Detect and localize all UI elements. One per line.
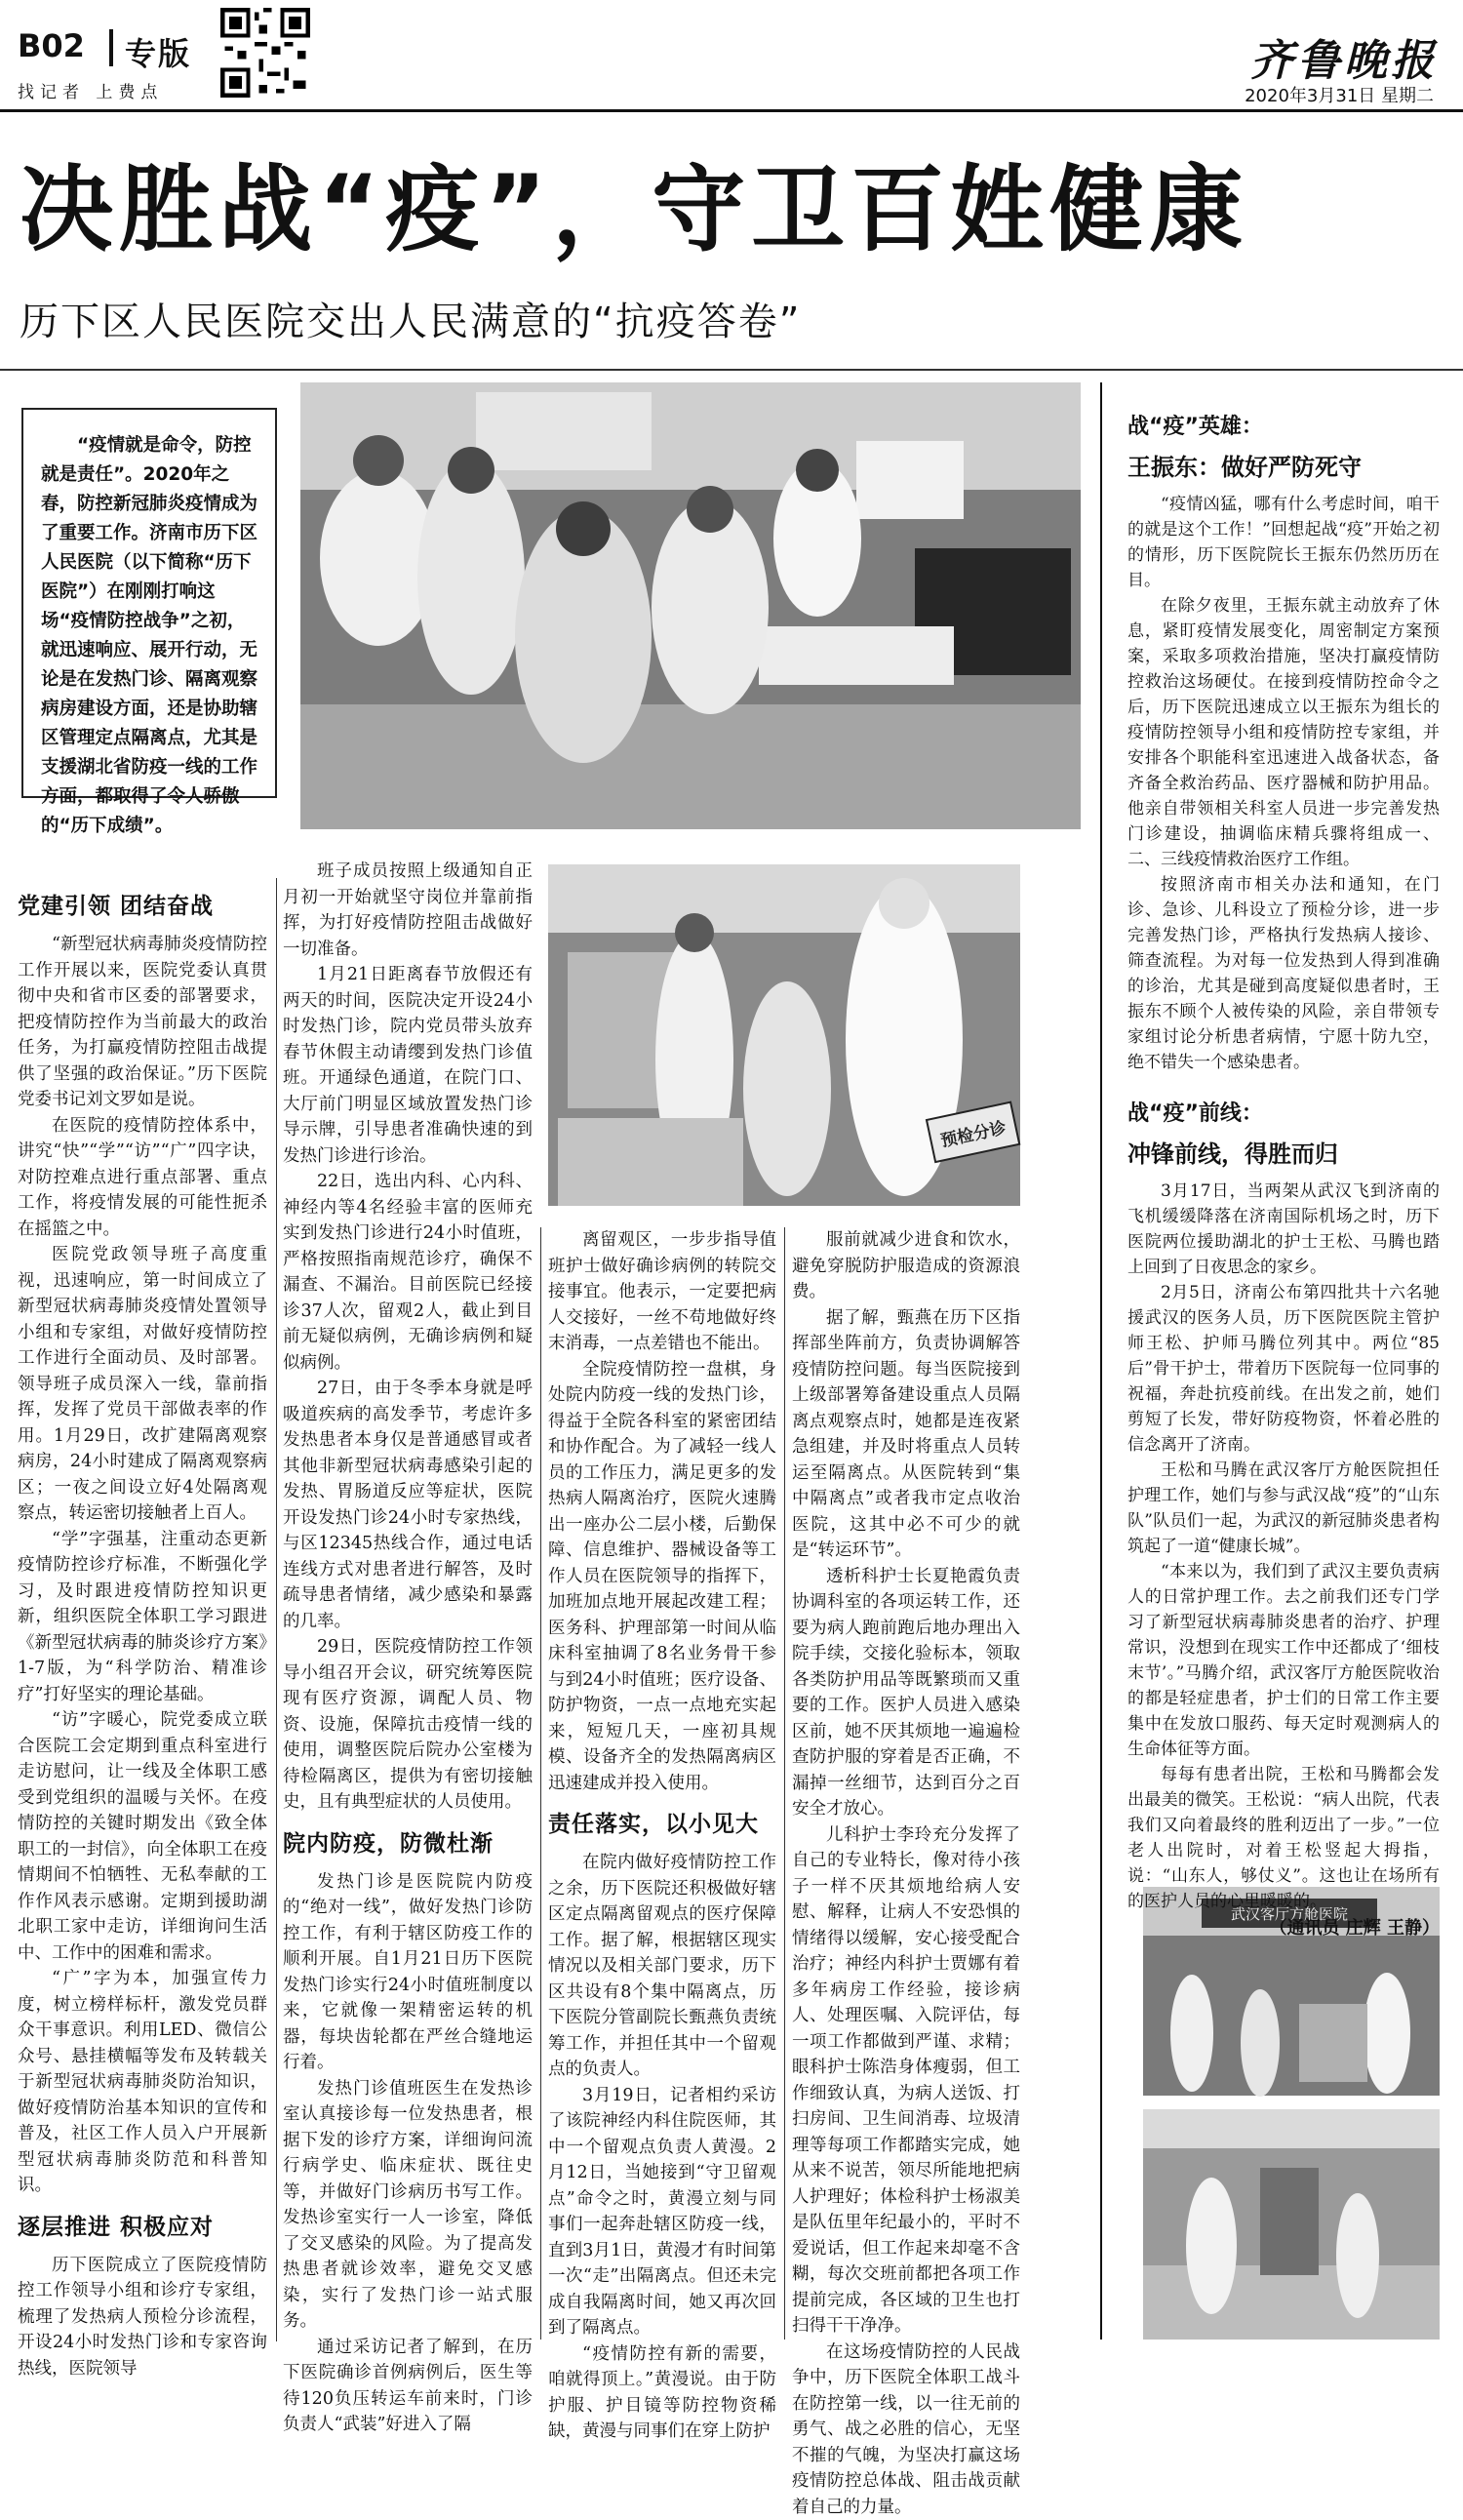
photo-protective-suits bbox=[548, 864, 1020, 1206]
paragraph: “新型冠状病毒肺炎疫情防控工作开展以来，医院党委认真贯彻中央和省市区委的部署要求，把疫情防控作为当前最大的政治任务，为打赢疫情防控阻击战提供了坚强的政治保证。”历下医院党委书记刘文罗如是说。 bbox=[18, 932, 267, 1113]
paragraph: “本来以为，我们到了武汉主要负责病人的日常护理工作。去之前我们还专门学习了新型冠状病毒肺炎患者的治疗、护理常识，没想到在现实工作中还都成了‘细枝末节’。”马腾介绍，武汉客厅方舱医院收治的都是轻症患者，护士们的日常工作主要集中在发放口服药、每天定时观测病人的生命体征等方面。 bbox=[1127, 1559, 1440, 1762]
article-column-4 bbox=[792, 1227, 1020, 2340]
section-heading: 逐层推进 积极应对 bbox=[18, 2209, 267, 2241]
paragraph: 22日，选出内科、心内科、神经内等4名经验丰富的医师充实到发热门诊进行24小时值班，严格按照指南规范诊疗，确保不漏查、不漏治。目前医院已经接诊37人次，留观2人，截止到目前无疑似病例，无确诊病例和疑似病例。 bbox=[283, 1169, 533, 1376]
sidebar-column bbox=[1127, 410, 1440, 1873]
paragraph: 全院疫情防控一盘棋，身处院内防疫一线的发热门诊，得益于全院各科室的紧密团结和协作配合。为了减轻一线人员的工作压力，满足更多的发热病人隔离治疗，医院火速腾出一座办公二层小楼，后勤保障、信息维护、器械设备等工作人员在医院领导的指挥下，加班加点地开展起改建工程；医务科、护理部第一时间从临床科室抽调了8名业务骨干参与到24小时值班；医疗设备、防护物资，一点一点地充实起来，短短几天，一座初具规模、设备齐全的发热隔离病区迅速建成并投入使用。 bbox=[548, 1357, 776, 1797]
header-divider bbox=[109, 29, 113, 66]
subheadline: 历下区人民医院交出人民满意的“抗疫答卷” bbox=[20, 291, 801, 346]
headline-rule bbox=[0, 369, 1463, 371]
section-heading: 党建引领 团结奋战 bbox=[18, 888, 267, 920]
sidebar-kicker: 战“疫”英雄： bbox=[1127, 410, 1440, 440]
paragraph: 王松和马腾在武汉客厅方舱医院担任护理工作，她们与参与武汉战“疫”的“山东队”队员们一起，为武汉的新冠肺炎患者构筑起了一道“健康长城”。 bbox=[1127, 1458, 1440, 1559]
header-slogan: 找记者 上费点 bbox=[18, 78, 163, 102]
sidebar-subheading: 冲锋前线，得胜而归 bbox=[1127, 1135, 1440, 1169]
triage-sign: 预检分诊 bbox=[939, 1117, 1008, 1151]
photo-doctors-at-computer bbox=[300, 382, 1081, 829]
qr-code-icon[interactable] bbox=[220, 8, 310, 98]
headline: 决胜战“疫”，守卫百姓健康 bbox=[20, 156, 1248, 263]
paragraph: 3月17日，当两架从武汉飞到济南的飞机缓缓降落在济南国际机场之时，历下医院两位援助湖北的护士王松、马腾也踏上回到了日夜思念的家乡。 bbox=[1127, 1179, 1440, 1280]
paragraph: 发热门诊是医院院内防疫的“绝对一线”，做好发热门诊防控工作，有利于辖区防疫工作的顺利开展。自1月21日历下医院发热门诊实行24小时值班制度以来，它就像一架精密运转的机器，每块齿轮都在严丝合缝地运行着。 bbox=[283, 1869, 533, 2076]
paragraph: 发热门诊值班医生在发热诊室认真接诊每一位发热患者，根据下发的诊疗方案，详细询问流行病学史、临床症状、既往史等，并做好门诊病历书写工作。发热诊室实行一人一诊室，降低了交叉感染的风险。为了提高发热患者就诊效率，避免交叉感染，实行了发热门诊一站式服务。 bbox=[283, 2076, 533, 2335]
paragraph: 服前就减少进食和饮水，避免穿脱防护服造成的资源浪费。 bbox=[792, 1227, 1020, 1305]
paragraph: “疫情防控有新的需要，咱就得顶上。”黄漫说。由于防护服、护目镜等防控物资稀缺，黄漫与同事们在穿上防护 bbox=[548, 2341, 776, 2445]
paragraph: “访”字暖心，院党委成立联合医院工会定期到重点科室进行走访慰问，让一线及全体职工感受到党组织的温暖与关怀。在疫情防控的关键时期发出《致全体职工的一封信》，向全体职工在疫情期间不怕牺牲、无私奉献的工作作风表示感谢。定期到援助湖北职工家中走访，详细询问生活中、工作中的困难和需求。 bbox=[18, 1707, 267, 1966]
column-rule bbox=[784, 1227, 785, 2340]
column-rule bbox=[1100, 382, 1102, 2340]
paragraph: 1月21日距离春节放假还有两天的时间，医院决定开设24小时发热门诊，院内党员带头放弃春节休假主动请缨到发热门诊值班。开通绿色通道，在院门口、大厅前门明显区域放置发热门诊导示牌，引导患者准确快速的到发热门诊进行诊治。 bbox=[283, 962, 533, 1169]
page-number: B02 bbox=[18, 27, 85, 64]
paragraph: 3月19日，记者相约采访了该院神经内科住院医师，其中一个留观点负责人黄漫。2月12日，当她接到“守卫留观点”命令之时，黄漫立刻与同事们一起奔赴辖区防疫一线，直到3月1日，黄漫才有时间第一次“走”出隔离点。但还未完成自我隔离时间，她又再次回到了隔离点。 bbox=[548, 2083, 776, 2341]
paragraph: 离留观区，一步步指导值班护士做好确诊病例的转院交接事宜。他表示，一定要把病人交接好，一丝不苟地做好终末消毒，一点差错也不能出。 bbox=[548, 1227, 776, 1357]
paragraph: 按照济南市相关办法和通知，在门诊、急诊、儿科设立了预检分诊，进一步完善发热门诊，严格执行发热病人接诊、筛查流程。为对每一位发热到人得到准确的诊治，尤其是碰到高度疑似患者时，王振东不顾个人被传染的风险，亲自带领专家组讨论分析患者病情，宁愿十防九空，绝不错失一个感染患者。 bbox=[1127, 872, 1440, 1075]
paragraph: “疫情凶猛，哪有什么考虑时间，咱干的就是这个工作！”回想起战“疫”开始之初的情形，历下医院院长王振东仍然历历在目。 bbox=[1127, 492, 1440, 593]
article-column-2 bbox=[283, 859, 533, 2341]
article-column-1 bbox=[18, 878, 267, 2341]
paragraph: 医院党政领导班子高度重视，迅速响应，第一时间成立了新型冠状病毒肺炎疫情处置领导小组和专家组，对做好疫情防控工作进行全面动员、及时部署。领导班子成员深入一线，靠前指挥，发挥了党员干部做表率的作用。1月29日，改扩建隔离观察病房，24小时建成了隔离观察病区；一夜之间设立好4处隔离观察点，转运密切接触者上百人。 bbox=[18, 1242, 267, 1527]
column-rule bbox=[276, 878, 277, 2341]
intro-box: “疫情就是命令，防控就是责任”。2020年之春，防控新冠肺炎疫情成为了重要工作。济南市历下区人民医院（以下简称“历下医院”）在刚刚打响这场“疫情防控战争”之初，就迅速响应、展开行动，无论是在发热门诊、隔离观察病房建设方面，还是协助辖区管理定点隔离点，尤其是支援湖北省防疫一线的工作方面，都取得了令人骄傲的“历下成绩”。 bbox=[21, 408, 277, 798]
paragraph: 透析科护士长夏艳霞负责协调科室的各项运转工作，还要为病人跑前跑后地办理出入院手续，交接化验标本，领取各类防护用品等既繁琐而又重要的工作。医护人员进入感染区前，她不厌其烦地一遍遍检查防护服的穿着是否正确，不漏掉一丝细节，达到百分之百安全才放心。 bbox=[792, 1564, 1020, 1822]
section-heading: 责任落实，以小见大 bbox=[548, 1806, 776, 1838]
paragraph: 班子成员按照上级通知自正月初一开始就坚守岗位并靠前指挥，为打好疫情防控阻击战做好一切准备。 bbox=[283, 859, 533, 962]
byline: （通讯员 庄辉 王静） bbox=[1127, 1914, 1440, 1940]
section-heading: 院内防疫，防微杜渐 bbox=[283, 1825, 533, 1858]
paragraph: 据了解，甄燕在历下区指挥部坐阵前方，负责协调解答疫情防控问题。每当医院接到上级部署筹备建设重点人员隔离点观察点时，她都是连夜紧急组建，并及时将重点人员转运至隔离点。从医院转到“集中隔离点”或者我市定点收治医院，这其中必不可少的就是“转运环节”。 bbox=[792, 1305, 1020, 1564]
paragraph: 儿科护士李玲充分发挥了自己的专业特长，像对待小孩子一样不厌其烦地给病人安慰、解释，让病人不安恐惧的情绪得以缓解，安心接受配合治疗；神经内科护士贾娜有着多年病房工作经验，接诊病人、处理医嘱、入院评估，每一项工作都做到严谨、求精；眼科护士陈浩身体瘦弱，但工作细致认真，为病人送饭、打扫房间、卫生间消毒、垃圾清理等每项工作都踏实完成，她从来不说苦，领尽所能地把病人护理好；体检科护士杨淑美是队伍里年纪最小的，平时不爱说话，但工作起来却毫不含糊，每次交班前都把各项工作提前完成，各区域的卫生也打扫得干干净净。 bbox=[792, 1822, 1020, 2340]
paragraph: 在除夕夜里，王振东就主动放弃了休息，紧盯疫情发展变化，周密制定方案预案，采取多项救治措施，坚决打赢疫情防控救治这场硬仗。在接到疫情防控命令之后，历下医院迅速成立以王振东为组长的疫情防控领导小组和疫情防控专家组，并安排各个职能科室迅速进入战备状态，备齐备全救治药品、医疗器械和防护用品。他亲自带领相关科室人员进一步完善发热门诊建设，抽调临床精兵骤将组成一、二、三线疫情救治医疗工作组。 bbox=[1127, 593, 1440, 872]
paragraph: 29日，医院疫情防控工作领导小组召开会议，研究统筹医院现有医疗资源，调配人员、物资、设施，保障抗击疫情一线的使用，调整医院后院办公室楼为待检隔离区，提供为有密切接触史，且有典型症状的人员使用。 bbox=[283, 1634, 533, 1816]
paragraph: 在医院的疫情防控体系中，讲究“快”“学”“访”“广”四字诀，对防控难点进行重点部署、重点工作，将疫情发展的可能性扼杀在摇篮之中。 bbox=[18, 1113, 267, 1243]
paragraph: 历下医院成立了医院疫情防控工作领导小组和诊疗专家组，梳理了发热病人预检分诊流程，开设24小时发热门诊和专家咨询热线，医院领导 bbox=[18, 2253, 267, 2382]
paragraph: 每每有患者出院，王松和马腾都会发出最美的微笑。王松说：“病人出院，代表我们又向着最终的胜利迈出了一步。”一位老人出院时，对着王松竖起大拇指，说：“山东人，够仗义”。这也让在场所有的医护人员的心里暖暖的。 bbox=[1127, 1762, 1440, 1914]
section-name: 专版 bbox=[125, 29, 191, 74]
paragraph: “广”字为本，加强宣传力度，树立榜样标杆，激发党员群众干事意识。利用LED、微信公众号、悬挂横幅等发布及转载关于新型冠状病毒肺炎防治知识，做好疫情防治基本知识的宣传和普及，社区工作人员入户开展新型冠状病毒肺炎防范和科普知识。 bbox=[18, 1966, 267, 2199]
header-rule bbox=[0, 109, 1463, 112]
column-rule bbox=[540, 1227, 541, 2340]
paragraph: 通过采访记者了解到，在历下医院确诊首例病例后，医生等待120负压转运车前来时，门诊负责人“武装”好进入了隔 bbox=[283, 2335, 533, 2438]
article-column-3 bbox=[548, 1227, 776, 2340]
paragraph: 27日，由于冬季本身就是呼吸道疾病的高发季节，考虑许多发热患者本身仅是普通感冒或者其他非新型冠状病毒感染引起的发热、胃肠道反应等症状，医院开设发热门诊24小时专家热线，与区12345热线合作，通过电话连线方式对患者进行解答，及时疏导患者情绪，减少感染和暴露的几率。 bbox=[283, 1376, 533, 1634]
sidebar-subheading: 王振东：做好严防死守 bbox=[1127, 448, 1440, 482]
paragraph: 在这场疫情防控的人民战争中，历下医院全体职工战斗在防控第一线，以一往无前的勇气、战之必胜的信心，无坚不摧的气魄，为坚决打赢这场疫情防控总体战、阻击战贡献着自己的力量。 bbox=[792, 2340, 1020, 2520]
fangcang-sign: 武汉客厅方舱医院 bbox=[1231, 1905, 1348, 1923]
newspaper-logo: 齐鲁晚报 bbox=[1250, 25, 1438, 88]
paragraph: 在院内做好疫情防控工作之余，历下医院还积极做好辖区定点隔离留观点的医疗保障工作。据了解，根据辖区现实情况以及相关部门要求，历下区共设有8个集中隔离点，历下医院分管副院长甄燕负责统筹工作，并担任其中一个留观点的负责人。 bbox=[548, 1850, 776, 2083]
photo-ward-corridor bbox=[1143, 2109, 1440, 2340]
paragraph: “学”字强基，注重动态更新疫情防控诊疗标准，不断强化学习，及时跟进疫情防控知识更新，组织医院全体职工学习跟进《新型冠状病毒的肺炎诊疗方案》1-7版，为“科学防治、精准诊疗”打好坚实的理论基础。 bbox=[18, 1527, 267, 1708]
issue-date: 2020年3月31日 星期二 bbox=[1245, 82, 1434, 107]
paragraph: 2月5日，济南公布第四批共十六名驰援武汉的医务人员，历下医院医院主管护师王松、护师马腾位列其中。两位“85后”骨干护士，带着历下医院每一位同事的祝福，奔赴抗疫前线。在出发之前，她们剪短了长发，带好防疫物资，怀着必胜的信念离开了济南。 bbox=[1127, 1280, 1440, 1458]
sidebar-kicker: 战“疫”前线： bbox=[1127, 1097, 1440, 1127]
